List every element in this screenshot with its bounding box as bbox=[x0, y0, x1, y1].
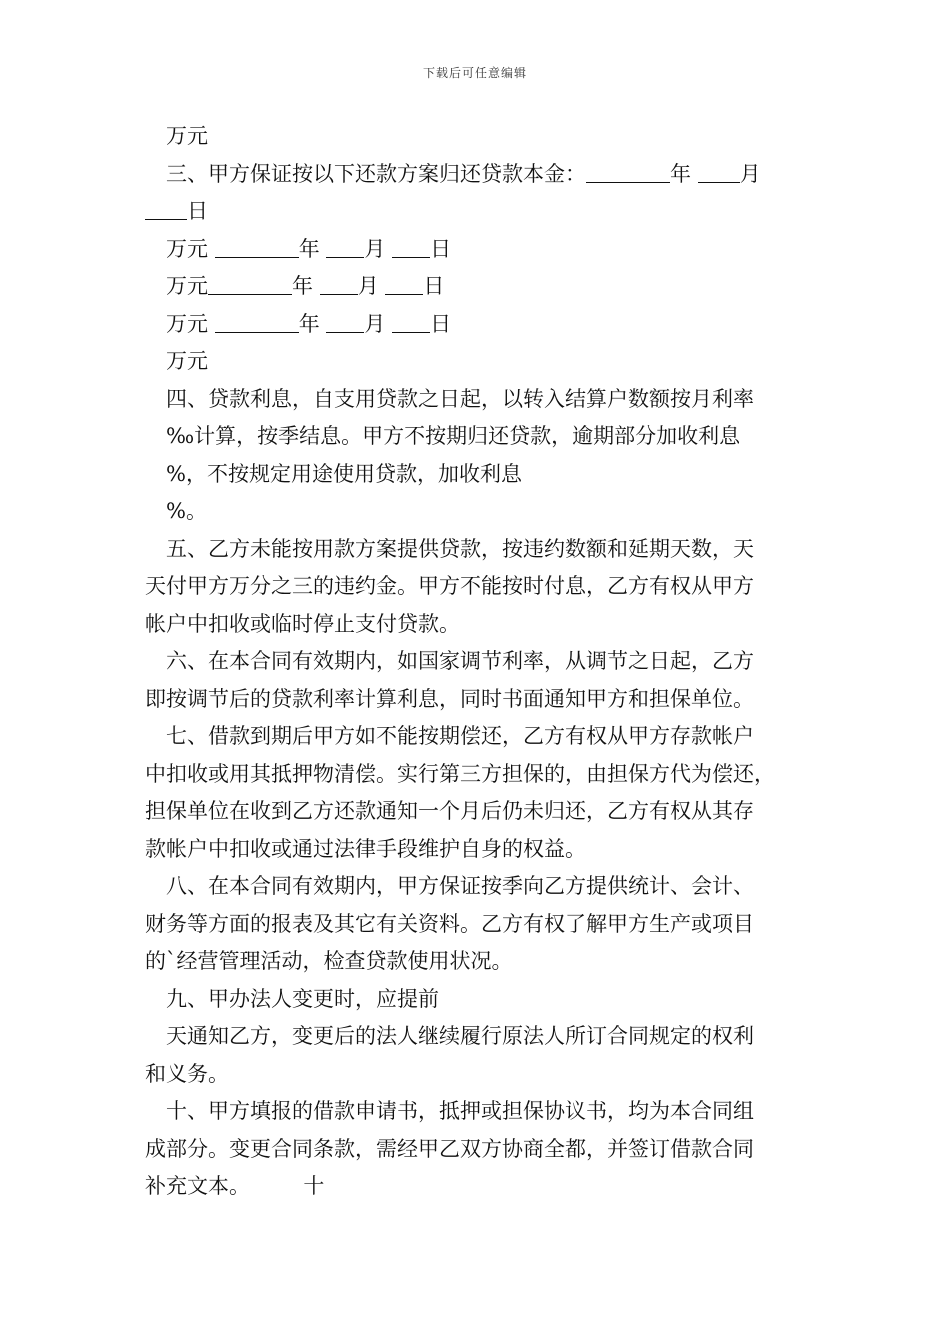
day-blank[interactable] bbox=[145, 199, 187, 220]
text-line: 天付甲方万分之三的违约金。甲方不能按时付息，乙方有权从甲方 bbox=[145, 574, 754, 598]
document-body bbox=[145, 118, 815, 1206]
text-line: ‰计算，按季结息。甲方不按期归还贷款，逾期部分加收利息 bbox=[166, 424, 741, 448]
day-blank[interactable] bbox=[392, 312, 430, 333]
month-blank[interactable] bbox=[320, 274, 358, 295]
text-line: 天通知乙方，变更后的法人继续履行原法人所订合同规定的权利 bbox=[166, 1024, 754, 1048]
month-blank[interactable] bbox=[698, 162, 740, 183]
text-line: 成部分。变更合同条款，需经甲乙双方协商全都，并签订借款合同 bbox=[145, 1136, 754, 1161]
text-line: 五、乙方未能按用款方案提供贷款，按违约数额和延期天数，天 bbox=[166, 536, 754, 561]
text-line: 十、甲方填报的借款申请书，抵押或担保协议书，均为本合同组 bbox=[166, 1099, 754, 1123]
text-line: 和义务。 bbox=[145, 1061, 229, 1086]
text-line: 的`经营管理活动，检查贷款使用状况。 bbox=[145, 949, 513, 973]
text-line: 九、甲办法人变更时，应提前 bbox=[166, 986, 439, 1011]
year-blank[interactable] bbox=[586, 162, 670, 183]
text-line: 帐户中扣收或临时停止支付贷款。 bbox=[145, 611, 460, 636]
text-line: 万元 bbox=[166, 349, 208, 373]
text-line: 八、在本合同有效期内，甲方保证按季向乙方提供统计、会计、 bbox=[166, 874, 754, 898]
text-line: 七、借款到期后甲方如不能按期偿还，乙方有权从甲方存款帐户 bbox=[166, 724, 754, 748]
text-line: %。 bbox=[166, 499, 207, 523]
year-blank[interactable] bbox=[215, 312, 299, 333]
text-line: 补充文本。 十 bbox=[145, 1174, 325, 1198]
year-blank[interactable] bbox=[208, 274, 292, 295]
text-line: 万元 bbox=[166, 124, 208, 148]
repayment-row-2: 万元 年 月 日 bbox=[166, 274, 445, 298]
day-blank[interactable] bbox=[385, 274, 423, 295]
text-line: 担保单位在收到乙方还款通知一个月后仍未归还，乙方有权从其存 bbox=[145, 799, 754, 823]
text-line: 日 bbox=[145, 193, 815, 231]
month-blank[interactable] bbox=[326, 312, 364, 333]
text-line: 即按调节后的贷款利率计算利息，同时书面通知甲方和担保单位。 bbox=[145, 686, 754, 711]
clause-3-line: 三、甲方保证按以下还款方案归还贷款本金： 年 月 bbox=[166, 161, 761, 186]
text-line: %，不按规定用途使用贷款，加收利息 bbox=[166, 461, 522, 486]
text-line: 款帐户中扣收或通过法律手段维护自身的权益。 bbox=[145, 836, 586, 861]
text-line: 四、贷款利息，自支用贷款之日起，以转入结算户数额按月利率 bbox=[166, 386, 754, 411]
day-blank[interactable] bbox=[392, 237, 430, 258]
text-line: 中扣收或用其抵押物清偿。实行第三方担保的，由担保方代为偿还， bbox=[145, 761, 775, 786]
page-header: 下载后可任意编辑 bbox=[422, 66, 527, 80]
text-line: 六、在本合同有效期内，如国家调节利率，从调节之日起，乙方 bbox=[166, 649, 754, 673]
repayment-row-3: 万元 年 月 日 bbox=[166, 311, 452, 336]
month-blank[interactable] bbox=[326, 237, 364, 258]
repayment-row-1: 万元 年 月 日 bbox=[166, 236, 452, 261]
text-line: 财务等方面的报表及其它有关资料。乙方有权了解甲方生产或项目 bbox=[145, 911, 754, 936]
year-blank[interactable] bbox=[215, 237, 299, 258]
